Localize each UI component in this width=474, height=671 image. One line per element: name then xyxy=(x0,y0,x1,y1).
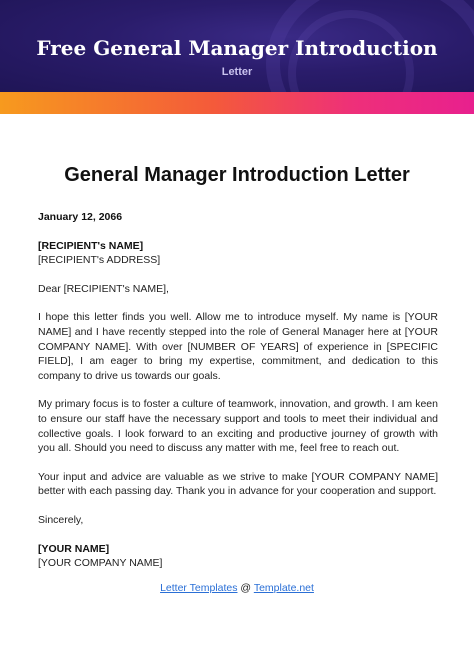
sender-company: [YOUR COMPANY NAME] xyxy=(38,557,163,570)
banner-title: Free General Manager Introduction xyxy=(36,36,438,60)
sender-name: [YOUR NAME] xyxy=(38,542,110,555)
header-banner xyxy=(0,0,474,92)
paragraph-3: Your input and advice are valuable as we strive to make [YOUR COMPANY NAME] better with each passing day. Thank you in advance for your cooperation and support. xyxy=(38,470,438,498)
template-net-link[interactable]: Template.net xyxy=(253,582,314,594)
footer-separator: @ xyxy=(237,582,254,594)
paragraph-1: I hope this letter finds you well. Allow me to introduce myself. My name is [YOUR NAME] and I have recently stepped into the role of General Manager here at [YOUR COMPANY NAME]. With over [NUMBER OF YEARS] of experience in [SPECIFIC FIELD], I am eager to bring my expertise, commitment, and dedication to this company to drive us towards our goals. xyxy=(38,311,438,382)
letter-templates-link[interactable]: Letter Templates xyxy=(160,582,238,594)
salutation: Dear [RECIPIENT's NAME], xyxy=(38,282,169,295)
letter-title: General Manager Introduction Letter xyxy=(64,164,410,186)
gradient-stripe xyxy=(0,92,474,114)
recipient-address: [RECIPIENT's ADDRESS] xyxy=(38,254,161,267)
banner-subtitle: Letter xyxy=(221,66,253,78)
closing: Sincerely, xyxy=(38,513,84,526)
footer xyxy=(0,582,474,594)
letter-body xyxy=(38,210,438,571)
letter-date: January 12, 2066 xyxy=(38,211,123,223)
recipient-name: [RECIPIENT's NAME] xyxy=(38,239,144,252)
paragraph-2: My primary focus is to foster a culture of teamwork, innovation, and growth. I am keen to ensure our staff have the necessary support and tools to meet their individual and collective goals. I look forward to an exciting and productive journey of growth with you all. Should you need to discuss any matter with me, feel free to reach out. xyxy=(38,398,438,455)
